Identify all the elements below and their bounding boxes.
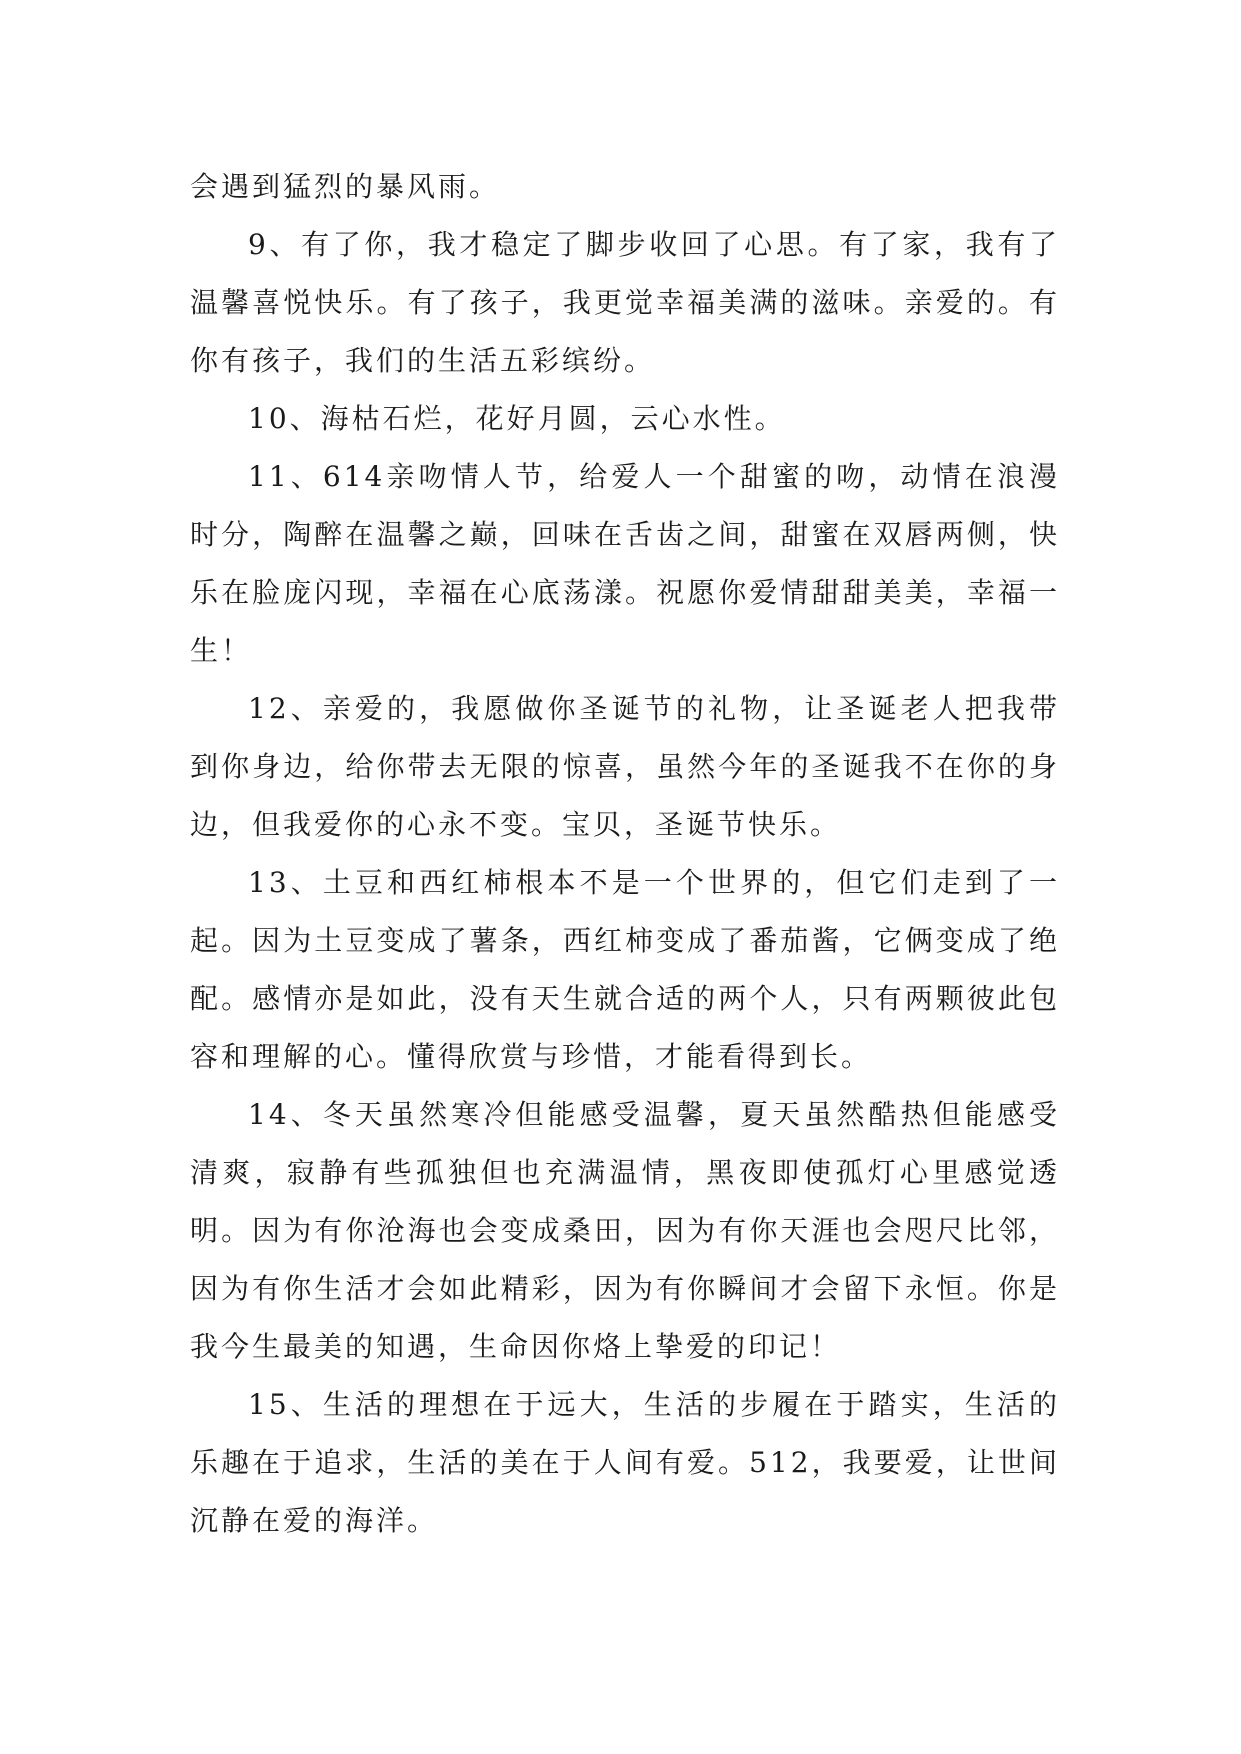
paragraph-item-15: 15、生活的理想在于远大，生活的步履在于踏实，生活的乐趣在于追求，生活的美在于人间有爱。512，我要爱，让世间沉静在爱的海洋。 <box>190 1388 1060 1537</box>
paragraph-continuation: 会遇到猛烈的暴风雨。 <box>190 170 501 203</box>
paragraph-item-14: 14、冬天虽然寒冷但能感受温馨，夏天虽然酷热但能感受清爽，寂静有些孤独但也充满温情，黑夜即使孤灯心里感觉透明。因为有你沧海也会变成桑田，因为有你天涯也会咫尺比邻，因为有你生活才会如此精彩，因为有你瞬间才会留下永恒。你是我今生最美的知遇，生命因你烙上挚爱的印记！ <box>190 1098 1060 1363</box>
paragraph-item-11: 11、614亲吻情人节，给爱人一个甜蜜的吻，动情在浪漫时分，陶醉在温馨之巅，回味在舌齿之间，甜蜜在双唇两侧，快乐在脸庞闪现，幸福在心底荡漾。祝愿你爱情甜甜美美，幸福一生！ <box>190 460 1060 667</box>
paragraph-item-9: 9、有了你，我才稳定了脚步收回了心思。有了家，我有了温馨喜悦快乐。有了孩子，我更觉幸福美满的滋味。亲爱的。有你有孩子，我们的生活五彩缤纷。 <box>190 228 1060 377</box>
paragraph-item-13: 13、土豆和西红柿根本不是一个世界的，但它们走到了一起。因为土豆变成了薯条，西红柿变成了番茄酱，它俩变成了绝配。感情亦是如此，没有天生就合适的两个人，只有两颗彼此包容和理解的心。懂得欣赏与珍惜，才能看得到长。 <box>190 866 1060 1073</box>
paragraph-item-10: 10、海枯石烂，花好月圆，云心水性。 <box>248 402 786 435</box>
paragraph-item-12: 12、亲爱的，我愿做你圣诞节的礼物，让圣诞老人把我带到你身边，给你带去无限的惊喜，虽然今年的圣诞我不在你的身边，但我爱你的心永不变。宝贝，圣诞节快乐。 <box>190 692 1060 841</box>
document-body <box>190 158 1060 1550</box>
